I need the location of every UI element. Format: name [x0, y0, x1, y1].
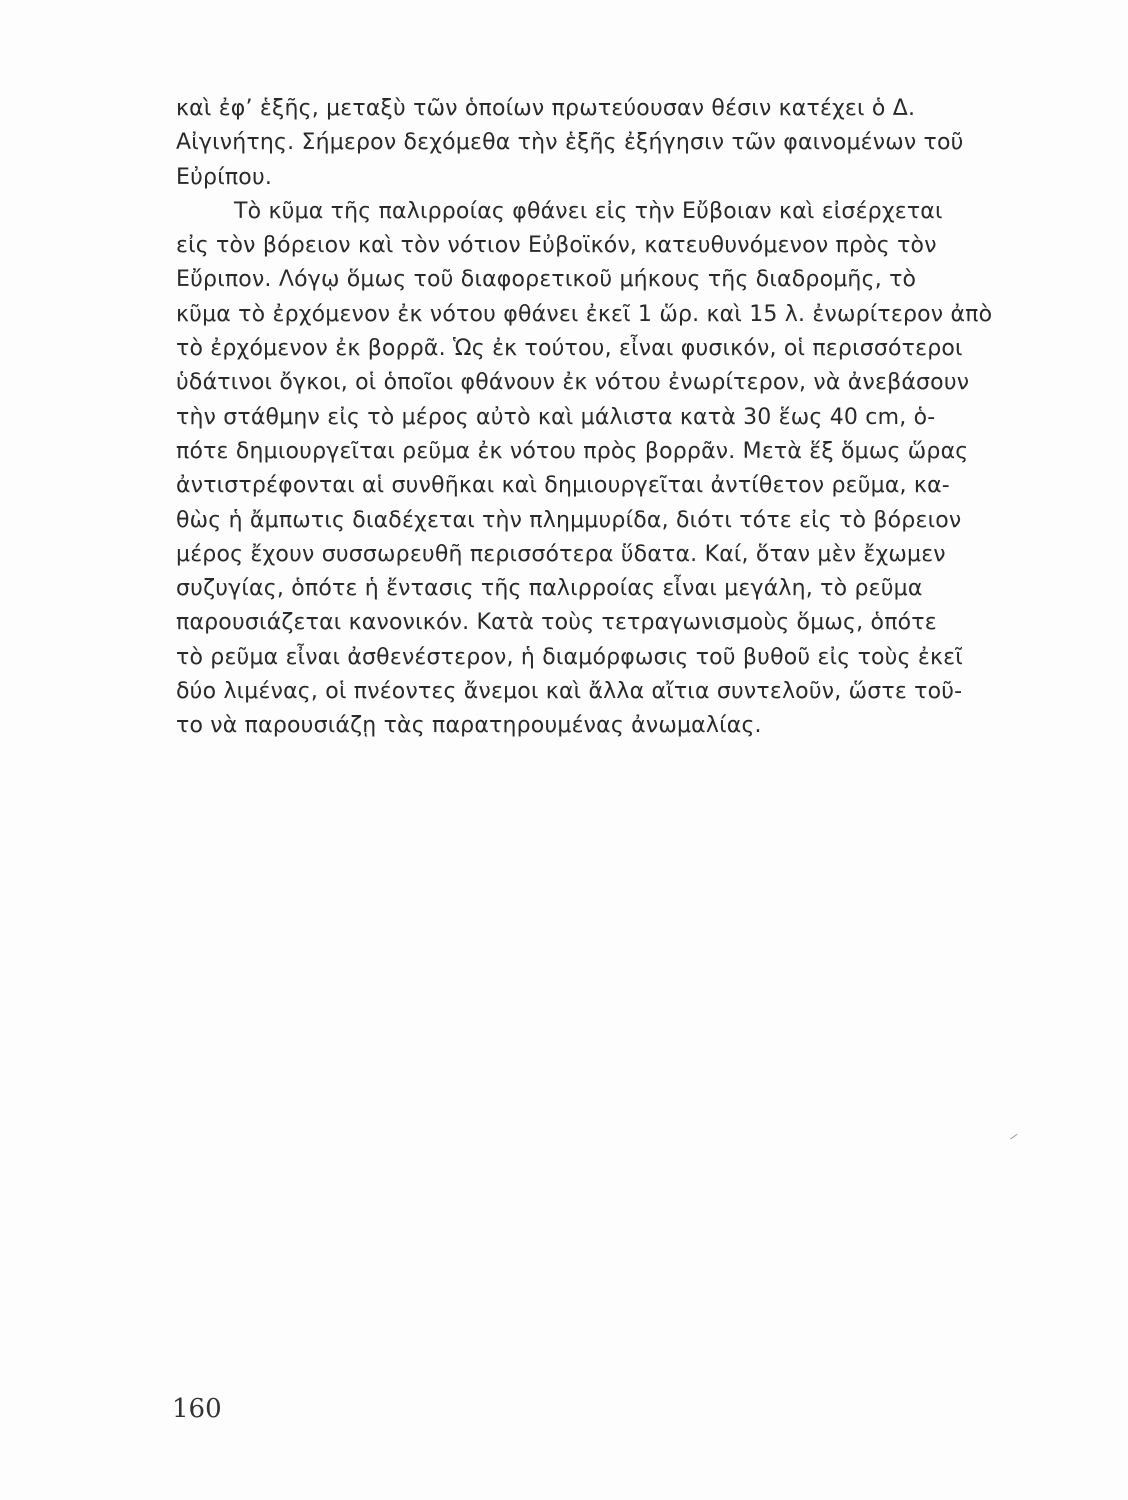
text-line: τὴν στάθμην εἰς τὸ μέρος αὐτὸ καὶ μάλιστα κατὰ 30 ἕως 40 cm, ὁ-	[176, 404, 936, 430]
scan-speck	[1010, 1134, 1017, 1140]
text-line: πότε δημιουργεῖται ρεῦμα ἐκ νότου πρὸς βορρᾶν. Μετὰ ἕξ ὅμως ὥρας	[176, 438, 969, 464]
text-line: καὶ ἐφ’ ἑξῆς, μεταξὺ τῶν ὁποίων πρωτεύουσαν θέσιν κατέχει ὁ Δ.	[176, 96, 916, 121]
text-line: ἀντιστρέφονται αἱ συνθῆκαι καὶ δημιουργεῖται ἀντίθετον ρεῦμα, κα-	[176, 473, 950, 499]
text-line: Τὸ κῦμα τῆς παλιρροίας φθάνει εἰς τὴν Εὔβοιαν καὶ εἰσέρχεται	[234, 198, 943, 224]
text-line: τὸ ἐρχόμενον ἐκ βορρᾶ. Ὡς ἐκ τούτου, εἶναι φυσικόν, οἱ περισσότεροι	[176, 336, 963, 362]
text-line: θὼς ἡ ἄμπωτις διαδέχεται τὴν πλημμυρίδα, διότι τότε εἰς τὸ βόρειον	[176, 507, 962, 533]
text-line: κῦμα τὸ ἐρχόμενον ἐκ νότου φθάνει ἐκεῖ 1 ὥρ. καὶ 15 λ. ἐνωρίτερον ἀπὸ	[176, 301, 993, 327]
text-line: ὑδάτινοι ὄγκοι, οἱ ὁποῖοι φθάνουν ἐκ νότου ἐνωρίτερον, νὰ ἀνεβάσουν	[176, 370, 970, 396]
text-line: Αἰγινήτης. Σήμερον δεχόμεθα τὴν ἑξῆς ἐξήγησιν τῶν φαινομένων τοῦ	[176, 130, 964, 156]
text-line: το νὰ παρουσιάζῃ τὰς παρατηρουμένας ἀνωμαλίας.	[176, 713, 762, 739]
text-line: συζυγίας, ὁπότε ἡ ἔντασις τῆς παλιρροίας εἶναι μεγάλη, τὸ ρεῦμα	[176, 576, 923, 602]
text-line: τὸ ρεῦμα εἶναι ἀσθενέστερον, ἡ διαμόρφωσις τοῦ βυθοῦ εἰς τοὺς ἐκεῖ	[176, 644, 963, 670]
text-line: μέρος ἔχουν συσσωρευθῆ περισσότερα ὕδατα. Καί, ὅταν μὲν ἔχωμεν	[176, 541, 946, 567]
page-number: 160	[172, 1394, 222, 1424]
text-line: δύο λιμένας, οἱ πνέοντες ἄνεμοι καὶ ἄλλα αἴτια συντελοῦν, ὥστε τοῦ-	[176, 679, 963, 705]
text-line: παρουσιάζεται κανονικόν. Κατὰ τοὺς τετραγωνισμοὺς ὅμως, ὁπότε	[176, 610, 937, 636]
text-line: Εὐρίπου.	[176, 164, 273, 190]
text-line: Εὔριπον. Λόγῳ ὅμως τοῦ διαφορετικοῦ μήκους τῆς διαδρομῆς, τὸ	[176, 267, 917, 293]
body-text	[176, 92, 1036, 744]
text-line: εἰς τὸν βόρειον καὶ τὸν νότιον Εὐβοϊκόν, κατευθυνόμενον πρὸς τὸν	[176, 233, 937, 259]
